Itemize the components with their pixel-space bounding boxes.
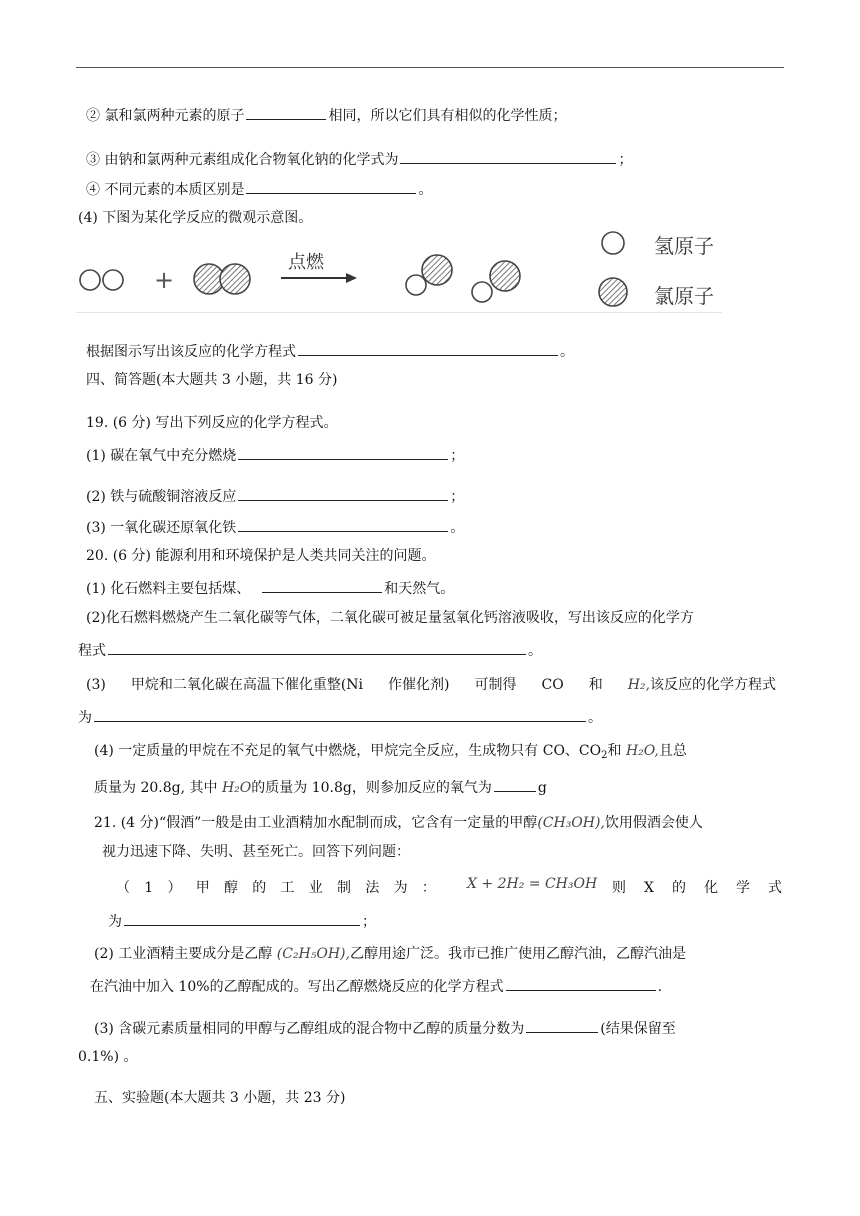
answer-blank[interactable] (246, 178, 416, 194)
h2o-formula: H₂O, (625, 743, 659, 759)
answer-blank[interactable] (400, 148, 616, 164)
question-21-1-line1-right: 则 X 的 化 学 式 (612, 880, 782, 896)
question-20-4-line2: 质量为 20.8g, 其中 H₂O的质量为 10.8g，则参加反应的氧气为 g (94, 776, 547, 798)
question-19-1: (1) 碳在氧气中充分燃烧 ； (86, 444, 464, 466)
legend-hydrogen-label: 氢原子 (654, 234, 714, 258)
methanol-formula: (CH₃OH), (537, 815, 605, 831)
question-19-3: (3) 一氧化碳还原氧化铁 。 (86, 516, 464, 538)
question-20-3-line1: (3) 甲烷和二氧化碳在高温下催化重整(Ni 作催化剂) 可制得 CO 和 H₂,该反应的化学方程式 (86, 677, 776, 693)
question-20-2-line2: 程式 。 (78, 639, 542, 661)
question-21-line2: 视力迅速下降、失明、甚至死亡。回答下列问题： (102, 844, 410, 860)
answer-blank[interactable] (526, 1017, 598, 1033)
hcl-molecule-icon (406, 255, 452, 295)
answer-blank[interactable] (94, 706, 586, 722)
question-18-4-answer: 根据图示写出该反应的化学方程式 。 (86, 340, 574, 362)
question-19-2: (2) 铁与硫酸铜溶液反应 ； (86, 485, 464, 507)
ethanol-formula: (C₂H₅OH), (276, 946, 350, 962)
question-21-3-line2: 0.1%) 。 (78, 1049, 138, 1065)
section-4-heading: 四、简答题(本大题共 3 小题，共 16 分) (86, 372, 338, 388)
question-21-2-line1: (2) 工业酒精主要成分是乙醇 (C₂H₅OH),乙醇用途广泛。我市已推广使用乙醇汽油，乙醇汽油是 (94, 946, 686, 962)
header-rule (76, 67, 784, 68)
hydrogen-molecule-icon (80, 270, 123, 290)
chlorine-molecule-icon (194, 264, 250, 294)
reaction-condition: 点燃 (288, 252, 324, 273)
question-18-4-intro: (4) 下图为某化学反应的微观示意图。 (78, 210, 313, 226)
question-20-3-line2: 为 。 (78, 706, 602, 728)
section-5-heading: 五、实验题(本大题共 3 小题，共 23 分) (94, 1090, 346, 1106)
reaction-arrow-icon (281, 273, 357, 283)
answer-blank[interactable] (238, 516, 448, 532)
methanol-equation: X + 2H₂ = CH₃OH (467, 876, 598, 892)
question-20-1: (1) 化石燃料主要包括煤、 和天然气。 (86, 577, 454, 599)
answer-blank[interactable] (238, 444, 448, 460)
question-18-3: ③ 由钠和氯两种元素组成化合物氧化钠的化学式为 ； (86, 148, 632, 170)
h2o-formula: H₂O (221, 780, 252, 796)
chlorine-atom-legend-icon (599, 278, 627, 306)
question-21-1-line1-left: （ 1 ） 甲 醇 的 工 业 制 法 为 ： (116, 880, 436, 896)
question-20-title: 20. (6 分) 能源利用和环境保护是人类共同关注的问题。 (86, 548, 436, 564)
question-19-title: 19. (6 分) 写出下列反应的化学方程式。 (86, 415, 338, 431)
answer-blank[interactable] (506, 975, 656, 991)
answer-blank[interactable] (262, 577, 382, 593)
question-20-4-line1: (4) 一定质量的甲烷在不充足的氧气中燃烧，甲烷完全反应，生成物只有 CO、$CO_2$和 H₂O,且总 (94, 743, 687, 761)
reaction-svg (76, 226, 722, 312)
question-21-3-line1: (3) 含碳元素质量相同的甲醇与乙醇组成的混合物中乙醇的质量分数为 (结果保留至 (94, 1017, 676, 1039)
answer-blank[interactable] (246, 104, 326, 120)
question-18-4: ④ 不同元素的本质区别是 。 (86, 178, 432, 200)
h2-formula: H₂, (627, 677, 650, 693)
hydrogen-atom-legend-icon (602, 232, 624, 254)
answer-blank[interactable] (108, 639, 526, 655)
answer-blank[interactable] (238, 485, 448, 501)
question-21-line1: 21. (4 分)“假酒”一般是由工业酒精加水配制而成，它含有一定量的甲醇(CH₃OH),饮用假酒会使人 (94, 815, 703, 831)
question-21-1-line2: 为 ； (108, 910, 376, 932)
legend-chlorine-label: 氯原子 (654, 284, 714, 308)
question-20-2-line1: (2)化石燃料燃烧产生二氧化碳等气体，二氧化碳可被足量氢氧化钙溶液吸收，写出该反应的化学方 (86, 610, 694, 626)
answer-blank[interactable] (298, 340, 558, 356)
question-21-2-line2: 在汽油中加入 10%的乙醇配成的。写出乙醇燃烧反应的化学方程式 . (90, 975, 662, 997)
reaction-diagram (76, 226, 722, 313)
question-18-2: ② 氯和氯两种元素的原子 相同，所以它们具有相似的化学性质； (86, 104, 566, 126)
plus-sign: + (154, 266, 175, 294)
answer-blank[interactable] (124, 910, 360, 926)
answer-blank[interactable] (494, 776, 536, 792)
hcl-molecule-icon (472, 261, 520, 302)
